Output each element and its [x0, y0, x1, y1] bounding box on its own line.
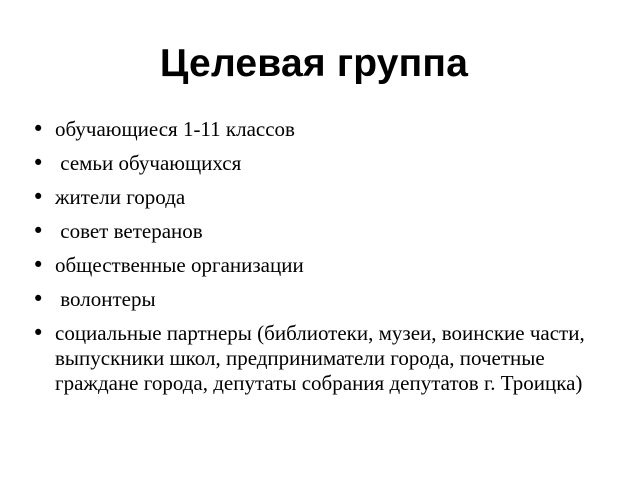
list-item-text: семьи обучающихся [55, 151, 242, 175]
list-item [31, 219, 591, 244]
bullet-icon: • [32, 185, 45, 209]
list-item [31, 151, 591, 176]
list-item-text: жители города [55, 185, 186, 209]
bullet-icon: • [32, 219, 45, 243]
list-item [31, 321, 591, 396]
list-item-text: обучающиеся 1-11 классов [55, 117, 295, 141]
bullet-list [31, 117, 591, 405]
bullet-icon: • [32, 253, 45, 277]
list-item-text: общественные организации [55, 253, 304, 277]
slide-title: Целевая группа [159, 42, 469, 85]
list-item [31, 287, 591, 312]
list-item [31, 117, 591, 142]
list-item-text: социальные партнеры (библиотеки, музеи, воинские части, выпускники школ, предприниматели города, почетные граждане города, депутаты собрания депутатов г. Троицка) [55, 321, 590, 395]
list-item [31, 253, 591, 278]
bullet-icon: • [32, 321, 45, 345]
bullet-icon: • [32, 117, 45, 141]
bullet-icon: • [32, 151, 45, 175]
list-item [31, 185, 591, 210]
bullet-icon: • [32, 287, 45, 311]
list-item-text: совет ветеранов [55, 219, 203, 243]
list-item-text: волонтеры [55, 287, 156, 311]
